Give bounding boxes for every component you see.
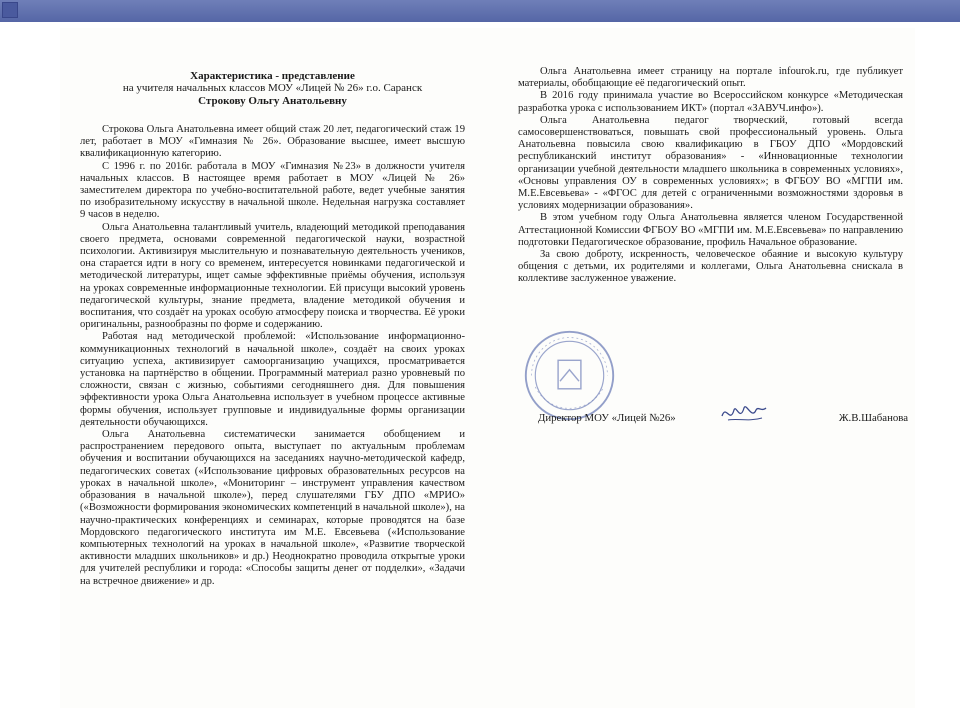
left-column (80, 124, 465, 588)
signature-name: Ж.В.Шабанова (838, 412, 908, 424)
paragraph: В этом учебном году Ольга Анатольевна является членом Государственной Аттестационной Комиссии ФГБОУ ВО «МГПИ им. М.Е.Евсевьева» по направлению подготовки Педагогическое образование, профиль Начальное образование. (518, 212, 903, 248)
signature-row (528, 412, 908, 432)
document-header (80, 70, 465, 107)
official-stamp-icon (522, 328, 617, 423)
document-title: Характеристика - представление (190, 70, 355, 82)
signature-position: Директор МОУ «Лицей №26» (538, 412, 676, 424)
paragraph: За свою доброту, искренность, человеческое обаяние и высокую культуру общения с детьми, их родителями и коллегами, Ольга Анатольевна снискала в коллективе заслуженное уважение. (518, 249, 903, 285)
paragraph: Ольга Анатольевна систематически занимается обобщением и распространением передового опыта, выступает по актуальным проблемам обучения и воспитании обучающихся на заседаниях научно-методической кафедр, педагогических советах («Использование цифровых образовательных ресурсов на уроках в начальной школе», «Мониторинг – инструмент управления качеством образования в начальной школе»), перед слушателями ГБУ ДПО «МРИО» («Возможности формирования экономических компетенций в начальной школе»), на научно-практических конференциях и семинарах, которые проводятся на базе Мордовского педагогического института им М.Е. Евсевьева («Использование компьютерных технологий на уроках в начальной школе», «Развитие творческой активности младших школьников» и др.) Неоднократно проводила открытые уроки для учителей республики и города: «Способы защиты денег от подделки», «Задачи на встречное движение» и др. (80, 429, 465, 587)
paragraph: Ольга Анатольевна имеет страницу на портале infourok.ru, где публикует материалы, обобщающие её педагогический опыт. (518, 66, 903, 90)
paragraph: С 1996 г. по 2016г. работала в МОУ «Гимназия №23» в должности учителя начальных классов. В настоящее время работает в МОУ «Лицей № 26» заместителем директора по учебно-воспитательной работе, ведет учебные занятия по изобразительному искусству в начальной школе. Недельная нагрузка составляет 9 часов в неделю. (80, 160, 465, 221)
paragraph: Ольга Анатольевна талантливый учитель, владеющий методикой преподавания своего предмета, основами современной педагогической науки, возрастной психологии. Активизируя мыслительную и познавательную деятельность учеников, она старается идти в ногу со временем, интересуется новинками педагогической и методической литературы, ищет самые эффективные приёмы обучения, используя на уроках современные информационные технологии. Ей присущи высокий уровень педагогической культуры, знание предмета, владение методикой обучения и воспитания, что создаёт на уроках особую атмосферу поиска и творчества. Её уроки оригинальны, разнообразны по форме и содержанию. (80, 221, 465, 331)
document-subtitle: на учителя начальных классов МОУ «Лицей № 26» г.о. Саранск (122, 82, 423, 95)
right-column (518, 66, 903, 286)
paragraph: В 2016 году принимала участие во Всероссийском конкурсе «Методическая разработка урока с использованием ИКТ» (портал «ЗАВУЧ.инфо»). (518, 90, 903, 114)
handwritten-signature-icon (718, 398, 768, 428)
paragraph: Работая над методической проблемой: «Использование информационно-коммуникационных технологий в начальной школе», создаёт на своих уроках ситуацию успеха, активизирует самоорганизацию учащихся, просматривается установка на партнёрство в общении. Программный материал разно уровневый по сложности, связан с жизнью, событиями сегодняшнего дня. Для повышения эффективности урока Ольга Анатольевна использует в учебном процессе активные формы обучения, использует групповые и индивидуальные формы организации деятельности обучающихся. (80, 331, 465, 428)
document-person-name: Строкову Ольгу Анатольевну (198, 94, 347, 107)
paragraph: Ольга Анатольевна педагог творческий, готовый всегда самосовершенствоваться, повышать свой профессиональный уровень. Ольга Анатольевна повысила свою квалификацию в ГБОУ ДПО «Мордовский республиканский институт образования» - «Инновационные технологии организации учебной деятельности младшего школьника в современных условиях», «Основы управления ОУ в современных условиях»; в ФГБОУ ВО «МГПИ им. М.Е.Евсевьева» - «ФГОС для детей с ограниченными возможностями здоровья в условиях модернизации образования». (518, 114, 903, 212)
corner-square-icon (2, 2, 18, 18)
top-banner (0, 0, 960, 22)
document-page (60, 28, 915, 708)
paragraph: Строкова Ольга Анатольевна имеет общий стаж 20 лет, педагогический стаж 19 лет, работает в МОУ «Гимназия № 26». Образование высшее, имеет высшую квалификационную категорию. (80, 124, 465, 160)
